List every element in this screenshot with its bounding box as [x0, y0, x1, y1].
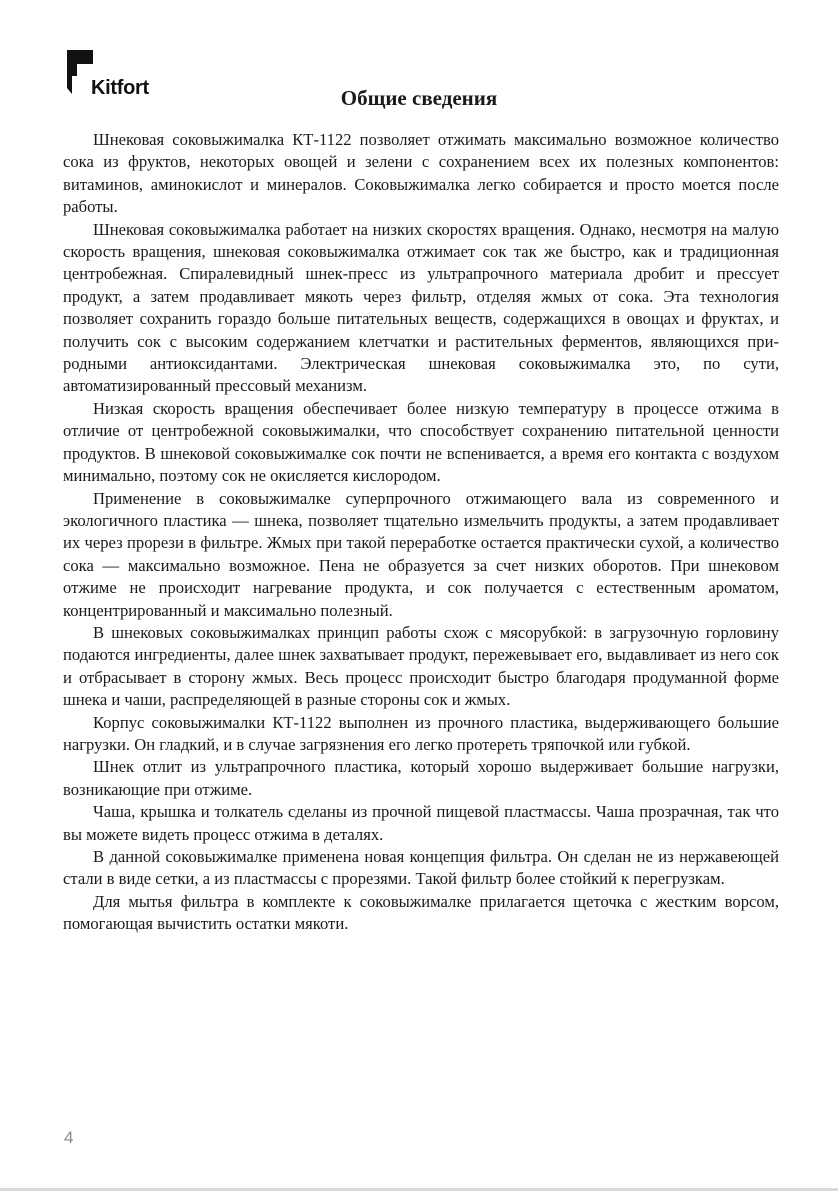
paragraph: Шнековая соковыжималка КТ-1122 позволяет отжимать максимально возможное количество сока из фруктов, некоторых овощей и зелени с сохранением всех их полезных компонентов: витаминов, аминокислот и минералов. Соковыжималка легко собирается и просто моется после работы. [63, 130, 779, 217]
paragraph: Низкая скорость вращения обеспечивает более низкую температуру в процессе отжима в отличие от центробежной соковыжималки, что способствует сохранению питательной ценности продуктов. В шнековой соковыжималке сок почти не вспенивается, а время его контакта с воздухом минимально, поэтому сок не окисляется кислородом. [63, 398, 779, 486]
paragraph: В данной соковыжималке применена новая концепция фильтра. Он сделан не из нержавеющей стали в виде сетки, а из пластмассы с прорезями. Такой фильтр более стойкий к перегрузкам. [63, 847, 779, 889]
paragraph: Применение в соковыжималке суперпрочного отжимающего вала из современного и экологичного пластика — шнека, позволяет тщательно измельчить продукты, а затем продавливает их через прорези в фильтре. Жмых при такой переработке остается практически сухой, а количество сока — максимально возможное. Пена не образуется за счет низких оборотов. При шнековом отжиме не происходит нагревание продукта, и сок получается с естественным ароматом, концентрированный и максимально полезный. [63, 488, 779, 620]
paragraph: Шнековая соковыжималка работает на низких скоростях вращения. Однако, несмотря на малую скорость вращения, шнековая соковыжималка отжимает сок так же быстро, как и традиционная центробежная. Спиралевидный шнек-пресс из ультрапрочного материала дробит и прессует продукт, а затем продавливает мякоть через фильтр, отделяя жмых от сока. Эта технология позволяет сохранить гораздо больше питательных веществ, содержащихся в овощах и фруктах, и получить сок с высоким содержанием клетчатки и растительных ферментов, являющихся природными антиоксидантами. Электрическая шнековая соковыжималка это, по сути, автоматизированный прессовый механизм. [63, 219, 779, 396]
paragraph: Шнек отлит из ультрапрочного пластика, который хорошо выдерживает большие нагрузки, возникающие при отжиме. [63, 757, 779, 799]
body-text [63, 129, 779, 936]
page-title: Общие сведения [340, 86, 498, 110]
paragraph: Корпус соковыжималки КТ-1122 выполнен из прочного пластика, выдерживающего большие нагрузки. Он гладкий, и в случае загрязнения его легко протереть тряпочкой или губкой. [63, 712, 779, 754]
page-number: 4 [64, 1128, 74, 1147]
paragraph: Чаша, крышка и толкатель сделаны из прочной пищевой пластмассы. Чаша прозрачная, так что вы можете видеть процесс отжима в деталях. [63, 802, 779, 844]
logo-text: Kitfort [91, 77, 149, 99]
paragraph: Для мытья фильтра в комплекте к соковыжималке прилагается щеточка с жестким ворсом, помогающая вычистить остатки мякоти. [63, 891, 779, 934]
paragraph: В шнековых соковыжималках принцип работы схож с мясорубкой: в загрузочную горловину подаются ингредиенты, далее шнек захватывает продукт, пережевывает его, выдавливает из него сок и отбрасывает в сторону жмых. Весь процесс происходит быстро благодаря продуманной форме шнека и чаши, распределяющей в разные стороны сок и жмых. [63, 622, 779, 710]
